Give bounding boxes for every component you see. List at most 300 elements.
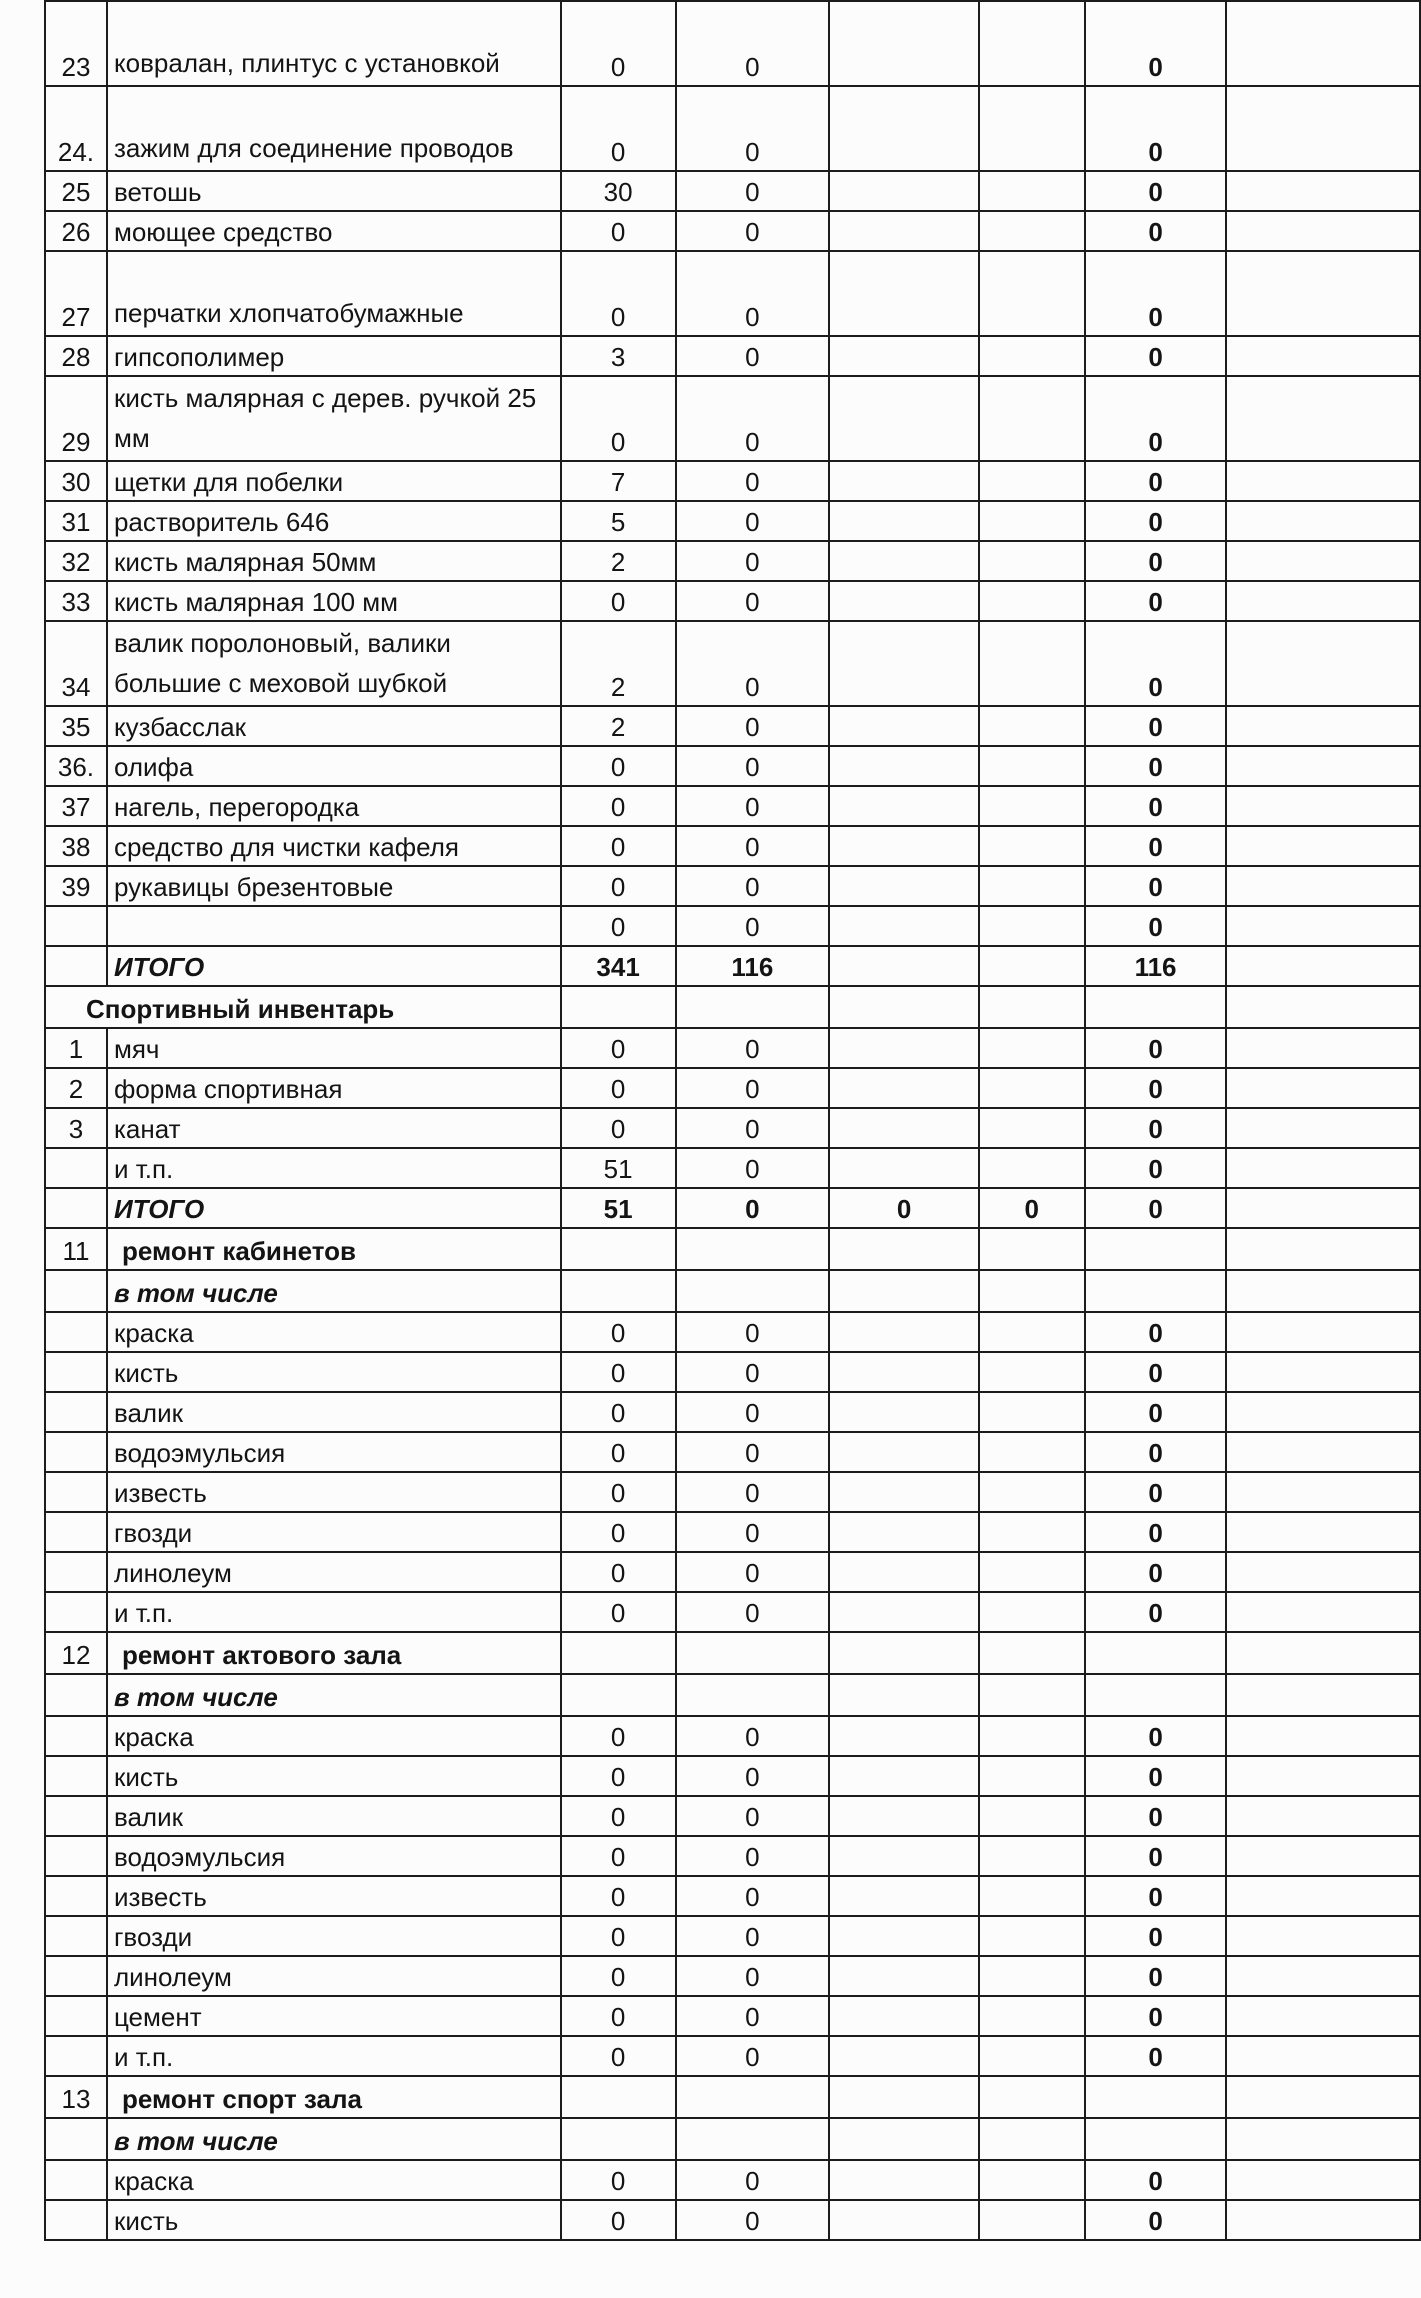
col-a-value: 0	[561, 1916, 676, 1956]
col-b-value: 0	[676, 86, 830, 171]
cell-empty	[829, 1312, 979, 1352]
cell-empty	[979, 986, 1085, 1028]
cell-empty	[1226, 501, 1420, 541]
item-name: мяч	[107, 1028, 561, 1068]
row-number	[45, 1312, 107, 1352]
item-name: цемент	[107, 1996, 561, 2036]
col-e-value: 0	[1085, 1028, 1227, 1068]
cell-empty	[45, 2118, 107, 2160]
cell-empty	[1226, 1228, 1420, 1270]
col-e-value: 0	[1085, 1956, 1227, 1996]
item-name: кисть	[107, 2200, 561, 2240]
cell-empty	[1226, 1956, 1420, 1996]
total-col-d	[979, 946, 1085, 986]
cell-empty	[829, 1916, 979, 1956]
col-e-value: 0	[1085, 1512, 1227, 1552]
item-name: зажим для соединение проводов	[107, 86, 561, 171]
cell-empty	[1085, 1270, 1227, 1312]
col-b-value: 0	[676, 1512, 830, 1552]
item-name: растворитель 646	[107, 501, 561, 541]
cell-empty	[676, 1632, 830, 1674]
cell-empty	[1226, 376, 1420, 461]
col-e-value: 0	[1085, 786, 1227, 826]
item-name: нагель, перегородка	[107, 786, 561, 826]
cell-empty	[1226, 621, 1420, 706]
col-a-value: 30	[561, 171, 676, 211]
cell-empty	[1226, 906, 1420, 946]
row-number	[45, 2160, 107, 2200]
table-row	[45, 1876, 1420, 1916]
row-number	[45, 1552, 107, 1592]
row-number: 25	[45, 171, 107, 211]
item-name: валик поролоновый, валики большие с меховой шубкой	[107, 621, 561, 706]
row-number: 31	[45, 501, 107, 541]
col-e-value: 0	[1085, 1148, 1227, 1188]
table-row	[45, 746, 1420, 786]
cell-empty	[979, 1836, 1085, 1876]
table-row	[45, 1472, 1420, 1512]
cell-empty	[979, 1756, 1085, 1796]
table-row	[45, 1148, 1420, 1188]
col-e-value: 0	[1085, 581, 1227, 621]
cell-empty	[829, 2160, 979, 2200]
cell-empty	[829, 1108, 979, 1148]
col-b-value: 0	[676, 1916, 830, 1956]
cell-empty	[1226, 251, 1420, 336]
table-row	[45, 706, 1420, 746]
col-a-value: 0	[561, 1756, 676, 1796]
row-number	[45, 1512, 107, 1552]
item-name: щетки для побелки	[107, 461, 561, 501]
col-b-value: 0	[676, 1432, 830, 1472]
col-e-value: 0	[1085, 211, 1227, 251]
table-row	[45, 1592, 1420, 1632]
cell-empty	[1085, 1674, 1227, 1716]
col-a-value: 0	[561, 1068, 676, 1108]
col-b-value: 0	[676, 251, 830, 336]
col-e-value: 0	[1085, 1, 1227, 86]
table-row	[45, 1, 1420, 86]
col-e-value: 0	[1085, 1876, 1227, 1916]
cell-empty	[979, 786, 1085, 826]
cell-empty	[829, 1716, 979, 1756]
cell-empty	[829, 501, 979, 541]
row-number: 13	[45, 2076, 107, 2118]
col-a-value: 2	[561, 541, 676, 581]
table-row	[45, 1632, 1420, 1674]
table-row	[45, 786, 1420, 826]
cell-empty	[829, 746, 979, 786]
row-number: 23	[45, 1, 107, 86]
cell-empty	[676, 1228, 830, 1270]
col-b-value: 0	[676, 1352, 830, 1392]
cell-empty	[979, 1028, 1085, 1068]
col-b-value: 0	[676, 1836, 830, 1876]
table-row	[45, 1432, 1420, 1472]
col-e-value: 0	[1085, 1836, 1227, 1876]
cell-empty	[1085, 1632, 1227, 1674]
col-e-value: 0	[1085, 2160, 1227, 2200]
table-row	[45, 461, 1420, 501]
item-name: канат	[107, 1108, 561, 1148]
col-b-value: 0	[676, 1108, 830, 1148]
table-row	[45, 1188, 1420, 1228]
cell-empty	[829, 1632, 979, 1674]
item-name	[107, 906, 561, 946]
table-row	[45, 1270, 1420, 1312]
table-row	[45, 501, 1420, 541]
col-a-value: 0	[561, 1956, 676, 1996]
col-e-value: 0	[1085, 1756, 1227, 1796]
col-b-value: 0	[676, 461, 830, 501]
cell-empty	[1226, 1188, 1420, 1228]
cell-empty	[829, 1876, 979, 1916]
cell-empty	[979, 2160, 1085, 2200]
item-name: гвозди	[107, 1916, 561, 1956]
col-b-value: 0	[676, 1716, 830, 1756]
row-number	[45, 1352, 107, 1392]
item-name: водоэмульсия	[107, 1432, 561, 1472]
cell-empty	[829, 906, 979, 946]
cell-empty	[1226, 1796, 1420, 1836]
item-name: кисть малярная с дерев. ручкой 25 мм	[107, 376, 561, 461]
col-a-value: 0	[561, 86, 676, 171]
col-b-value: 0	[676, 1756, 830, 1796]
col-a-value: 0	[561, 1, 676, 86]
cell-empty	[829, 986, 979, 1028]
cell-empty	[1226, 461, 1420, 501]
item-name: рукавицы брезентовые	[107, 866, 561, 906]
subheading-in-which: в том числе	[107, 2118, 561, 2160]
cell-empty	[979, 501, 1085, 541]
cell-empty	[979, 376, 1085, 461]
cell-empty	[1226, 171, 1420, 211]
row-number: 32	[45, 541, 107, 581]
table-row	[45, 866, 1420, 906]
cell-empty	[1226, 1312, 1420, 1352]
cell-empty	[829, 1996, 979, 2036]
cell-empty	[1226, 2036, 1420, 2076]
cell-empty	[829, 2200, 979, 2240]
item-name: водоэмульсия	[107, 1836, 561, 1876]
col-e-value: 0	[1085, 461, 1227, 501]
cell-empty	[979, 2118, 1085, 2160]
table-row	[45, 2160, 1420, 2200]
cell-empty	[1226, 1876, 1420, 1916]
cell-empty	[979, 1148, 1085, 1188]
subsection-title: ремонт кабинетов	[107, 1228, 561, 1270]
col-b-value: 0	[676, 1148, 830, 1188]
cell-empty	[45, 1674, 107, 1716]
cell-empty	[829, 1472, 979, 1512]
col-a-value: 0	[561, 1312, 676, 1352]
col-a-value: 0	[561, 1108, 676, 1148]
col-a-value: 5	[561, 501, 676, 541]
item-name: валик	[107, 1796, 561, 1836]
col-b-value: 0	[676, 2200, 830, 2240]
col-a-value: 0	[561, 1432, 676, 1472]
cell-empty	[829, 1796, 979, 1836]
materials-table	[44, 0, 1421, 2241]
col-b-value: 0	[676, 906, 830, 946]
cell-empty	[829, 1836, 979, 1876]
cell-empty	[1226, 986, 1420, 1028]
col-a-value: 0	[561, 1352, 676, 1392]
col-e-value: 0	[1085, 1068, 1227, 1108]
col-e-value: 0	[1085, 1392, 1227, 1432]
cell-empty	[1226, 581, 1420, 621]
col-a-value: 0	[561, 1028, 676, 1068]
table-row	[45, 376, 1420, 461]
cell-empty	[979, 1068, 1085, 1108]
row-number: 35	[45, 706, 107, 746]
row-number: 28	[45, 336, 107, 376]
cell-empty	[979, 336, 1085, 376]
row-number: 27	[45, 251, 107, 336]
cell-empty	[829, 171, 979, 211]
cell-empty	[979, 1, 1085, 86]
item-name: форма спортивная	[107, 1068, 561, 1108]
cell-empty	[676, 1270, 830, 1312]
col-a-value: 0	[561, 786, 676, 826]
col-b-value: 0	[676, 1312, 830, 1352]
col-a-value: 0	[561, 376, 676, 461]
item-name: моющее средство	[107, 211, 561, 251]
cell-empty	[979, 1392, 1085, 1432]
cell-empty	[979, 1632, 1085, 1674]
cell-empty	[829, 786, 979, 826]
col-e-value: 0	[1085, 376, 1227, 461]
table-row	[45, 826, 1420, 866]
cell-empty	[1226, 1108, 1420, 1148]
col-e-value: 0	[1085, 2036, 1227, 2076]
row-number	[45, 1796, 107, 1836]
row-number: 3	[45, 1108, 107, 1148]
row-number	[45, 2200, 107, 2240]
col-e-value: 0	[1085, 1796, 1227, 1836]
col-b-value: 0	[676, 2036, 830, 2076]
cell-empty	[1226, 1270, 1420, 1312]
col-b-value: 0	[676, 706, 830, 746]
cell-empty	[829, 251, 979, 336]
cell-empty	[1226, 1472, 1420, 1512]
table-row	[45, 541, 1420, 581]
cell-empty	[979, 906, 1085, 946]
item-name: кузбасслак	[107, 706, 561, 746]
col-b-value: 0	[676, 621, 830, 706]
table-row	[45, 251, 1420, 336]
cell-empty	[829, 1148, 979, 1188]
table-row	[45, 1552, 1420, 1592]
cell-empty	[829, 826, 979, 866]
col-a-value: 0	[561, 1796, 676, 1836]
cell-empty	[1226, 706, 1420, 746]
item-name: известь	[107, 1876, 561, 1916]
cell-empty	[1226, 1592, 1420, 1632]
col-e-value: 0	[1085, 251, 1227, 336]
table-row	[45, 1716, 1420, 1756]
total-col-e: 116	[1085, 946, 1227, 986]
item-name: кисть малярная 50мм	[107, 541, 561, 581]
col-a-value: 0	[561, 211, 676, 251]
table-row	[45, 1028, 1420, 1068]
cell-empty	[1226, 1, 1420, 86]
col-b-value: 0	[676, 336, 830, 376]
cell-empty	[829, 461, 979, 501]
col-b-value: 0	[676, 376, 830, 461]
item-name: известь	[107, 1472, 561, 1512]
cell-empty	[1226, 1836, 1420, 1876]
subheading-in-which: в том числе	[107, 1270, 561, 1312]
cell-empty	[676, 2076, 830, 2118]
cell-empty	[45, 1270, 107, 1312]
row-number: 36.	[45, 746, 107, 786]
table-row	[45, 2118, 1420, 2160]
table-row	[45, 1756, 1420, 1796]
item-name: линолеум	[107, 1552, 561, 1592]
cell-empty	[829, 1432, 979, 1472]
cell-empty	[979, 866, 1085, 906]
total-col-a: 341	[561, 946, 676, 986]
row-number	[45, 2036, 107, 2076]
cell-empty	[1226, 1148, 1420, 1188]
cell-empty	[1226, 1028, 1420, 1068]
col-a-value: 0	[561, 746, 676, 786]
col-b-value: 0	[676, 171, 830, 211]
cell-empty	[1226, 1632, 1420, 1674]
row-number: 12	[45, 1632, 107, 1674]
item-name: краска	[107, 1716, 561, 1756]
table-row	[45, 1996, 1420, 2036]
cell-empty	[1226, 1068, 1420, 1108]
col-a-value: 3	[561, 336, 676, 376]
col-a-value: 0	[561, 1552, 676, 1592]
col-e-value: 0	[1085, 906, 1227, 946]
col-b-value: 0	[676, 211, 830, 251]
cell-empty	[979, 2076, 1085, 2118]
row-number	[45, 1836, 107, 1876]
cell-empty	[979, 251, 1085, 336]
cell-empty	[1226, 946, 1420, 986]
item-name: линолеум	[107, 1956, 561, 1996]
table-row	[45, 1108, 1420, 1148]
col-b-value: 0	[676, 1956, 830, 1996]
row-number: 26	[45, 211, 107, 251]
col-b-value: 0	[676, 1796, 830, 1836]
cell-empty	[979, 1674, 1085, 1716]
cell-empty	[829, 211, 979, 251]
cell-empty	[1085, 1228, 1227, 1270]
table-row	[45, 1512, 1420, 1552]
row-number: 38	[45, 826, 107, 866]
cell-empty	[1226, 2160, 1420, 2200]
cell-empty	[561, 2076, 676, 2118]
row-number	[45, 1392, 107, 1432]
cell-empty	[829, 1552, 979, 1592]
cell-empty	[829, 1674, 979, 1716]
cell-empty	[1085, 2118, 1227, 2160]
cell-empty	[1226, 826, 1420, 866]
col-a-value: 0	[561, 251, 676, 336]
cell-empty	[829, 1, 979, 86]
cell-empty	[1226, 1756, 1420, 1796]
cell-empty	[979, 211, 1085, 251]
cell-empty	[561, 1674, 676, 1716]
cell-empty	[561, 986, 676, 1028]
cell-empty	[1226, 1512, 1420, 1552]
cell-empty	[979, 1472, 1085, 1512]
cell-empty	[979, 2200, 1085, 2240]
col-b-value: 0	[676, 866, 830, 906]
cell-empty	[1226, 1716, 1420, 1756]
col-a-value: 0	[561, 1716, 676, 1756]
col-a-value: 0	[561, 2200, 676, 2240]
col-e-value: 0	[1085, 1592, 1227, 1632]
cell-empty	[1226, 1552, 1420, 1592]
cell-empty	[829, 1956, 979, 1996]
cell-empty	[829, 866, 979, 906]
cell-empty	[1226, 786, 1420, 826]
cell-empty	[979, 1432, 1085, 1472]
row-number: 37	[45, 786, 107, 826]
item-name: кисть малярная 100 мм	[107, 581, 561, 621]
col-a-value: 0	[561, 2160, 676, 2200]
col-a-value: 0	[561, 1592, 676, 1632]
col-e-value: 0	[1085, 826, 1227, 866]
item-name: краска	[107, 2160, 561, 2200]
col-a-value: 0	[561, 1392, 676, 1432]
row-number: 33	[45, 581, 107, 621]
cell-empty	[1085, 2076, 1227, 2118]
item-name: и т.п.	[107, 1148, 561, 1188]
cell-empty	[979, 1512, 1085, 1552]
cell-empty	[829, 581, 979, 621]
col-b-value: 0	[676, 1592, 830, 1632]
col-e-value: 0	[1085, 1716, 1227, 1756]
item-name: и т.п.	[107, 1592, 561, 1632]
col-a-value: 0	[561, 2036, 676, 2076]
cell-empty	[979, 1876, 1085, 1916]
row-number	[45, 1472, 107, 1512]
col-a-value: 0	[561, 581, 676, 621]
col-e-value: 0	[1085, 621, 1227, 706]
col-e-value: 0	[1085, 1432, 1227, 1472]
cell-empty	[979, 86, 1085, 171]
table-row	[45, 1836, 1420, 1876]
cell-empty	[829, 1392, 979, 1432]
table-row	[45, 2200, 1420, 2240]
cell-empty	[676, 1674, 830, 1716]
cell-empty	[829, 1592, 979, 1632]
cell-empty	[1226, 1674, 1420, 1716]
row-number	[45, 1996, 107, 2036]
col-b-value: 0	[676, 746, 830, 786]
table-row	[45, 1312, 1420, 1352]
cell-empty	[829, 2076, 979, 2118]
item-name: ковралан, плинтус с установкой	[107, 1, 561, 86]
cell-empty	[1226, 86, 1420, 171]
row-number: 34	[45, 621, 107, 706]
col-a-value: 0	[561, 1836, 676, 1876]
cell-empty	[979, 1716, 1085, 1756]
cell-empty	[979, 1228, 1085, 1270]
table-row	[45, 2076, 1420, 2118]
cell-empty	[829, 1028, 979, 1068]
table-row	[45, 336, 1420, 376]
col-e-value: 0	[1085, 1996, 1227, 2036]
col-a-value: 2	[561, 706, 676, 746]
row-number: 2	[45, 1068, 107, 1108]
